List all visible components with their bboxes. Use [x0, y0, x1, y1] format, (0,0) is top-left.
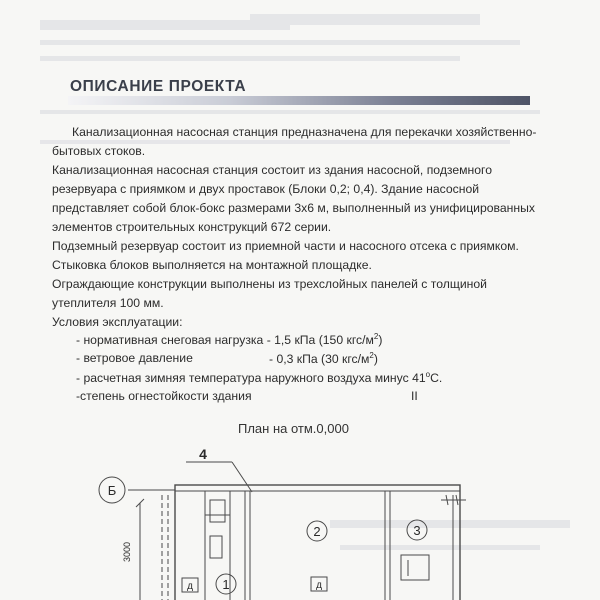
- paragraph-line: Ограждающие конструкции выполнены из трехслойных панелей с толщиной: [52, 277, 487, 291]
- condition-value: - 0,3 кПа (30 кгс/м: [269, 352, 370, 367]
- condition-value: - 1,5 кПа (150 кгс/м: [266, 333, 374, 348]
- condition-sup: 2: [369, 351, 374, 360]
- section-title: ОПИСАНИЕ ПРОЕКТА: [70, 78, 247, 95]
- condition-label: - ветровое давление: [76, 351, 193, 365]
- room-number: 1: [222, 577, 230, 592]
- plan-title: План на отм.0,000: [238, 421, 349, 436]
- room-number: 3: [413, 523, 421, 538]
- condition-tail: С.: [430, 371, 443, 386]
- paragraph-line: резервуара с приямком и двух проставок (Блоки 0,2; 0,4). Здание насосной: [52, 182, 480, 196]
- dimension-label: 3000: [122, 541, 132, 563]
- condition-label: - расчетная зимняя температура наружного воздуха минус 41: [76, 371, 426, 386]
- room-number: 2: [313, 524, 321, 539]
- paragraph-line: элементов строительных конструкций 672 серии.: [52, 220, 332, 234]
- condition-sup: 2: [373, 332, 379, 341]
- callout-number: 4: [199, 446, 207, 462]
- condition-tail: ): [373, 352, 378, 367]
- paragraph-line: утеплителя 100 мм.: [52, 296, 164, 310]
- condition-tail: ): [378, 333, 383, 348]
- condition-label: - нормативная снеговая нагрузка: [76, 333, 264, 348]
- condition-value: II: [411, 389, 418, 403]
- paragraph-line: представляет собой блок-бокс размерами 3х6 м, выполненный из унифицированных: [52, 201, 535, 215]
- paragraph-line: Канализационная насосная станция предназначена для перекачки хозяйственно-: [72, 125, 537, 139]
- paragraph-line: Канализационная насосная станция состоит из здания насосной, подземного: [52, 163, 492, 177]
- condition-sup: о: [425, 370, 431, 379]
- paragraph-line: Условия эксплуатации:: [52, 315, 183, 329]
- paragraph-line: Подземный резервуар состоит из приемной части и насосного отсека с приямком.: [52, 239, 519, 253]
- paragraph-line: Стыковка блоков выполняется на монтажной площадке.: [52, 258, 372, 272]
- condition-label: -степень огнестойкости здания: [76, 389, 252, 403]
- axis-label: Б: [107, 483, 117, 498]
- door-mark: д: [316, 580, 322, 591]
- door-mark: д: [187, 581, 193, 592]
- paragraph-line: бытовых стоков.: [52, 144, 146, 158]
